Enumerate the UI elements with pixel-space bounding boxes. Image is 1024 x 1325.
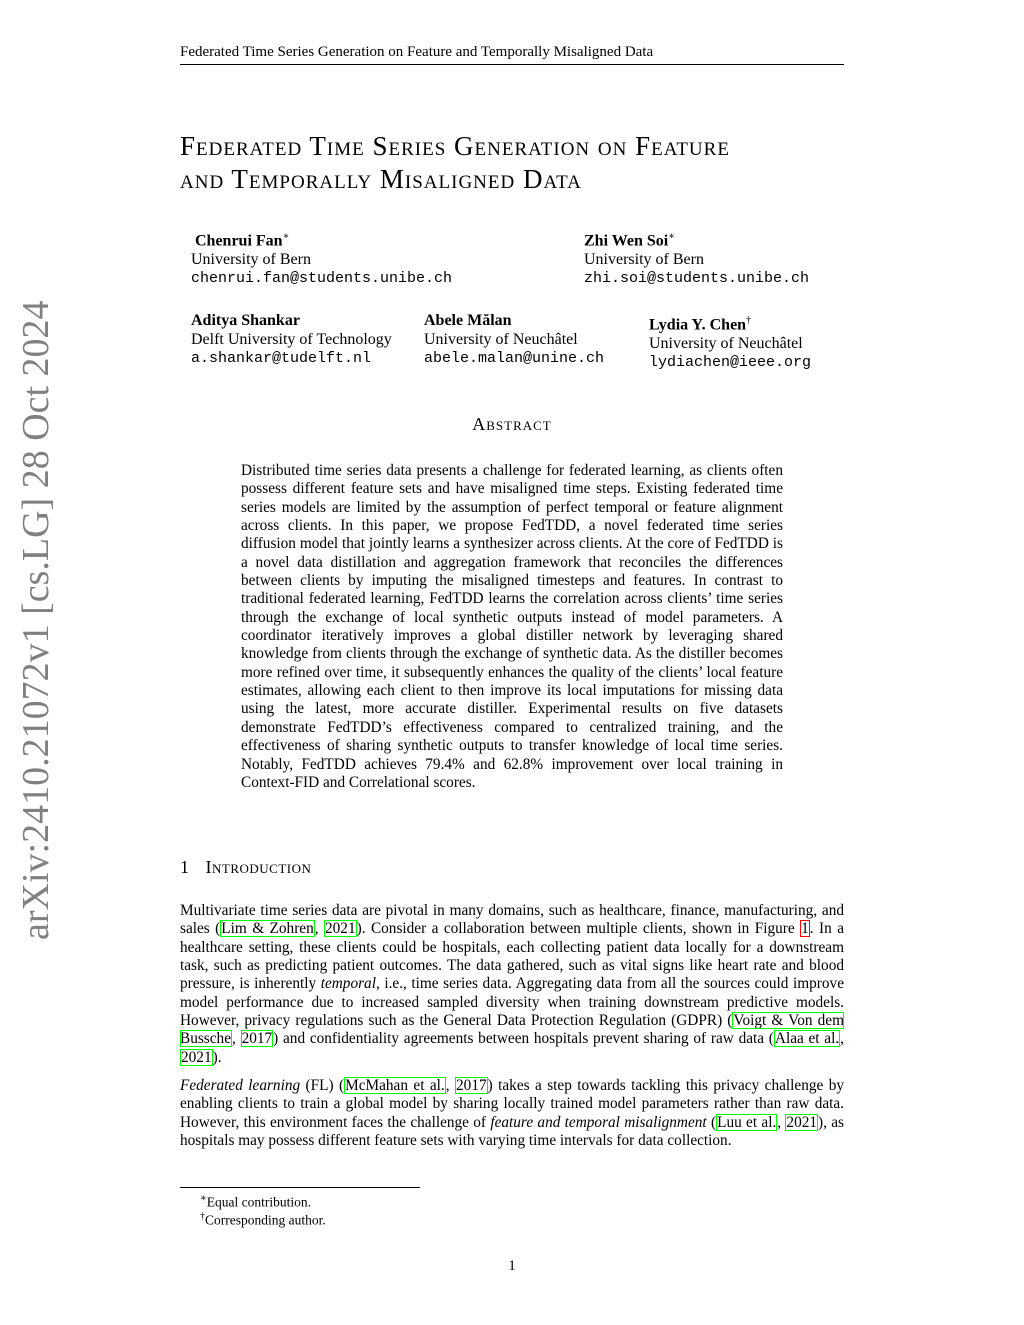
- author-block: [191, 227, 452, 288]
- author-affiliation: University of Neuchâtel: [424, 331, 578, 348]
- abstract-text: Distributed time series data presents a challenge for federated learning, as clients often possess different feature sets and have misaligned time steps. Existing federated time series models are limited by the assumption of perfect temporal or feature alignment across clients. In this paper, we propose FedTDD, a novel federated time series diffusion model that jointly learns a synthesizer across clients. At the core of FedTDD is a novel data distillation and aggregation framework that reconciles the differences between clients by imputing the misaligned timesteps and features. In contrast to traditional federated learning, FedTDD learns the correlation across clients’ time series through the exchange of local synthetic outputs instead of model parameters. A coordinator iteratively improves a global distiller network by leveraging shared knowledge from clients through the exchange of synthetic data. As the distiller becomes more refined over time, it subsequently enhances the quality of the clients’ local feature estimates, allowing each client to then improve its local imputations for missing data using the latest, more accurate distiller. Experimental results on five datasets demonstrate FedTDD’s effectiveness compared to centralized training, and the effectiveness of sharing synthetic outputs to transfer knowledge of local time series. Notably, FedTDD achieves 79.4% and 62.8% improvement over local training in Context-FID and Correlational scores.: [241, 462, 783, 791]
- author-affiliation: University of Bern: [191, 251, 311, 269]
- author-affiliation: Delft University of Technology: [191, 331, 392, 348]
- author-email[interactable]: chenrui.fan@students.unibe.ch: [191, 270, 453, 288]
- section-heading: [180, 857, 311, 878]
- author-name: Lydia Y. Chen: [649, 316, 747, 334]
- author-block: [649, 311, 811, 372]
- author-block: [191, 311, 392, 368]
- page-number: 1: [508, 1258, 516, 1274]
- author-name: Aditya Shankar: [191, 312, 300, 329]
- author-mark: ∗: [282, 231, 290, 242]
- author-email[interactable]: lydiachen@ieee.org: [649, 354, 812, 372]
- figure-link[interactable]: 1: [801, 920, 809, 938]
- citation-link[interactable]: 2021: [181, 1048, 212, 1066]
- citation-link[interactable]: McMahan et al.: [345, 1077, 445, 1094]
- intro-paragraph-2: Federated learning (FL) (McMahan et al., 2017) takes a step towards tackling this privacy challenge by enabling clients to train a global model by sharing locally trained model parameters rather than raw data. However, this environment faces the challenge of feature and temporal misalignment (Luu et al., 2021), as hospitals may possess different feature sets with varying time intervals for data collection.: [180, 1077, 844, 1150]
- author-mark: †: [746, 315, 752, 326]
- author-block: [424, 311, 604, 368]
- citation-link[interactable]: 2021: [325, 920, 356, 938]
- footnote: †Corresponding author.: [200, 1211, 326, 1228]
- citation-link[interactable]: Alaa et al.: [774, 1030, 840, 1048]
- author-mark: ∗: [668, 231, 675, 242]
- title-line-2: and Temporally Misaligned Data: [180, 164, 582, 194]
- section-number: 1: [180, 857, 190, 877]
- author-email[interactable]: abele.malan@unine.ch: [424, 350, 605, 367]
- arxiv-stamp[interactable]: arXiv:2410.21072v1 [cs.LG] 28 Oct 2024: [15, 300, 57, 940]
- section-title: Introduction: [205, 857, 312, 877]
- author-email[interactable]: zhi.soi@students.unibe.ch: [584, 270, 810, 288]
- title-line-1: Federated Time Series Generation on Feature: [180, 131, 730, 161]
- paper-title: [180, 130, 860, 196]
- citation-link[interactable]: Voigt & Von dem Bussche: [180, 1012, 844, 1048]
- abstract-heading: Abstract: [472, 414, 552, 434]
- author-name: Abele Mălan: [424, 312, 512, 329]
- citation-link[interactable]: 2017: [241, 1030, 273, 1048]
- intro-paragraph-1: Multivariate time series data are pivotal in many domains, such as healthcare, finance, manufacturing, and sales (Lim & Zohren, 2021). Consider a collaboration between multiple clients, shown in Figure 1. In a healthcare setting, these clients could be hospitals, each collecting patient data locally for a downstream task, such as predicting patient outcomes. The data gathered, such as vital signs like heart rate and blood pressure, is inherently temporal, i.e., time series data. Aggregating data from all the sources could improve model performance due to increased sampled diversity when training downstream predictive models. However, privacy regulations such as the General Data Protection Regulation (GDPR) (Voigt & Von dem Bussche, 2017) and confidentiality agreements between hospitals prevent sharing of raw data (Alaa et al., 2021).: [180, 902, 844, 1066]
- author-name: Chenrui Fan: [195, 232, 283, 250]
- author-name: Zhi Wen Soi: [584, 232, 669, 250]
- citation-link[interactable]: Luu et al.: [717, 1113, 777, 1131]
- author-email[interactable]: a.shankar@tudelft.nl: [191, 350, 372, 367]
- author-affiliation: University of Bern: [584, 251, 704, 269]
- running-header: Federated Time Series Generation on Feature and Temporally Misaligned Data: [180, 44, 844, 65]
- citation-link[interactable]: Lim & Zohren: [221, 920, 314, 938]
- footnote-rule: [180, 1187, 420, 1188]
- citation-link[interactable]: 2017: [456, 1077, 487, 1094]
- author-affiliation: University of Neuchâtel: [649, 335, 803, 353]
- author-block: [584, 227, 809, 288]
- footnote: ∗Equal contribution.: [200, 1193, 312, 1210]
- citation-link[interactable]: 2021: [786, 1113, 818, 1131]
